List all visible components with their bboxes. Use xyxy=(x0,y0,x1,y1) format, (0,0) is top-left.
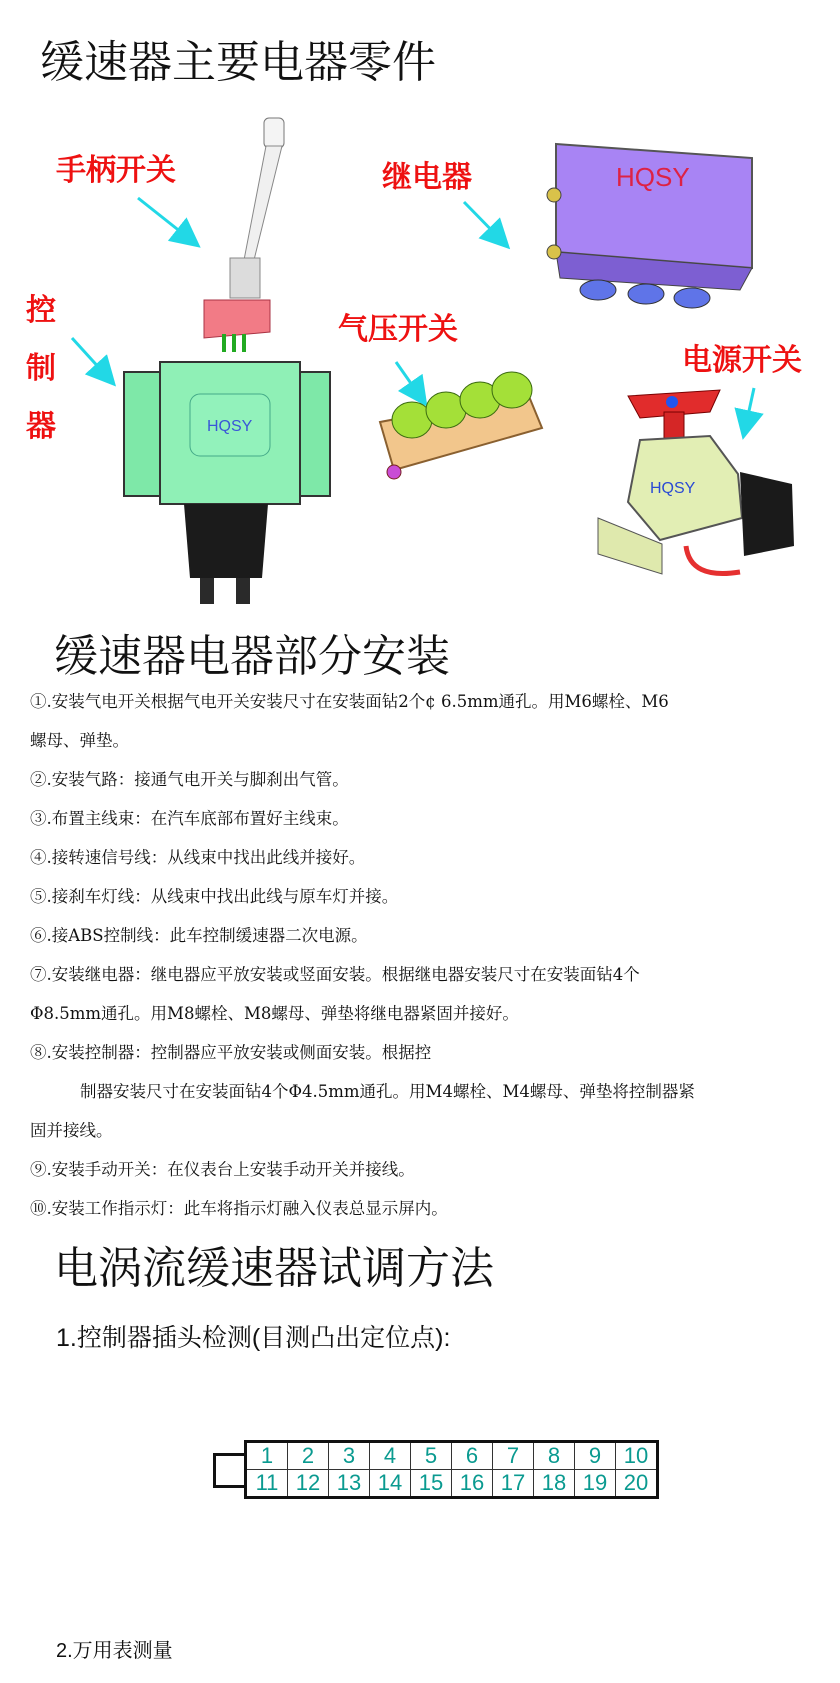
step-3: ③.布置主线束：在汽车底部布置好主线束。 xyxy=(30,809,349,828)
connector-pin-table xyxy=(244,1440,659,1499)
step-7-cont: Φ8.5mm通孔。用M8螺栓、M8螺母、弹垫将继电器紧固并接好。 xyxy=(30,1004,519,1023)
pin-cell: 4 xyxy=(370,1442,411,1470)
label-controller-char: 器 xyxy=(26,409,56,444)
step-1-cont: 螺母、弹垫。 xyxy=(30,731,129,750)
svg-text:HQSY: HQSY xyxy=(650,480,696,497)
svg-text:HQSY: HQSY xyxy=(207,418,253,435)
step-6: ⑥.接ABS控制线：此车控制缓速器二次电源。 xyxy=(30,926,368,945)
pin-cell: 10 xyxy=(616,1442,658,1470)
pin-cell: 12 xyxy=(288,1470,329,1498)
step-8: ⑧.安装控制器：控制器应平放安装或侧面安装。根据控 xyxy=(30,1043,432,1062)
pin-cell: 6 xyxy=(452,1442,493,1470)
pin-cell: 17 xyxy=(493,1470,534,1498)
pin-cell: 13 xyxy=(329,1470,370,1498)
step-8-cont: 制器安装尺寸在安装面钻4个Φ4.5mm通孔。用M4螺栓、M4螺母、弹垫将控制器紧 xyxy=(80,1082,695,1101)
step-10: ⑩.安装工作指示灯：此车将指示灯融入仪表总显示屏内。 xyxy=(30,1199,448,1218)
label-controller-char: 控 xyxy=(26,293,56,328)
section-title-installation: 缓速器电器部分安装 xyxy=(54,631,450,682)
pin-cell: 11 xyxy=(246,1470,288,1498)
pin-cell: 7 xyxy=(493,1442,534,1470)
label-handle-switch: 手柄开关 xyxy=(56,153,176,188)
pin-row-bottom xyxy=(246,1470,658,1498)
step-7: ⑦.安装继电器：继电器应平放安装或竖面安装。根据继电器安装尺寸在安装面钻4个 xyxy=(30,965,640,984)
step-9: ⑨.安装手动开关：在仪表台上安装手动开关并接线。 xyxy=(30,1160,415,1179)
arrow-air-switch xyxy=(396,362,424,402)
arrow-relay xyxy=(464,202,506,245)
section-title-parts: 缓速器主要电器零件 xyxy=(40,37,436,88)
power-switch-image xyxy=(598,390,794,574)
controller-image xyxy=(124,362,330,604)
svg-text:HQSY: HQSY xyxy=(616,162,690,192)
label-relay: 继电器 xyxy=(382,160,472,195)
air-switch-image xyxy=(380,372,542,479)
debug-step-1: 1.控制器插头检测(目测凸出定位点): xyxy=(56,1324,451,1352)
pin-cell: 3 xyxy=(329,1442,370,1470)
step-2: ②.安装气路：接通气电开关与脚刹出气管。 xyxy=(30,770,349,789)
step-4: ④.接转速信号线：从线束中找出此线并接好。 xyxy=(30,848,366,867)
components-illustration xyxy=(0,100,840,620)
pin-cell: 8 xyxy=(534,1442,575,1470)
pin-cell: 14 xyxy=(370,1470,411,1498)
arrow-controller xyxy=(72,338,112,382)
section-title-debug: 电涡流缓速器试调方法 xyxy=(54,1243,494,1294)
pin-cell: 16 xyxy=(452,1470,493,1498)
label-controller-char: 制 xyxy=(26,351,56,386)
pin-cell: 2 xyxy=(288,1442,329,1470)
relay-image xyxy=(547,144,752,308)
pin-cell: 20 xyxy=(616,1470,658,1498)
pin-cell: 9 xyxy=(575,1442,616,1470)
installation-steps xyxy=(30,682,810,1228)
handle-switch-image xyxy=(204,118,284,352)
label-air-switch: 气压开关 xyxy=(338,312,458,347)
debug-step-2: 2.万用表测量 xyxy=(56,1640,173,1662)
connector-key-tab xyxy=(213,1453,244,1488)
pin-cell: 15 xyxy=(411,1470,452,1498)
pin-cell: 19 xyxy=(575,1470,616,1498)
arrow-power-switch xyxy=(744,388,754,434)
label-power-switch: 电源开关 xyxy=(682,343,802,378)
arrow-handle-switch xyxy=(138,198,196,244)
pin-cell: 1 xyxy=(246,1442,288,1470)
step-8-cont2: 固并接线。 xyxy=(30,1121,113,1140)
step-5: ⑤.接刹车灯线：从线束中找出此线与原车灯并接。 xyxy=(30,887,399,906)
pin-cell: 18 xyxy=(534,1470,575,1498)
pin-cell: 5 xyxy=(411,1442,452,1470)
pin-row-top xyxy=(246,1442,658,1470)
step-1: ①.安装气电开关根据气电开关安装尺寸在安装面钻2个¢ 6.5mm通孔。用M6螺栓、M6 xyxy=(30,692,669,711)
